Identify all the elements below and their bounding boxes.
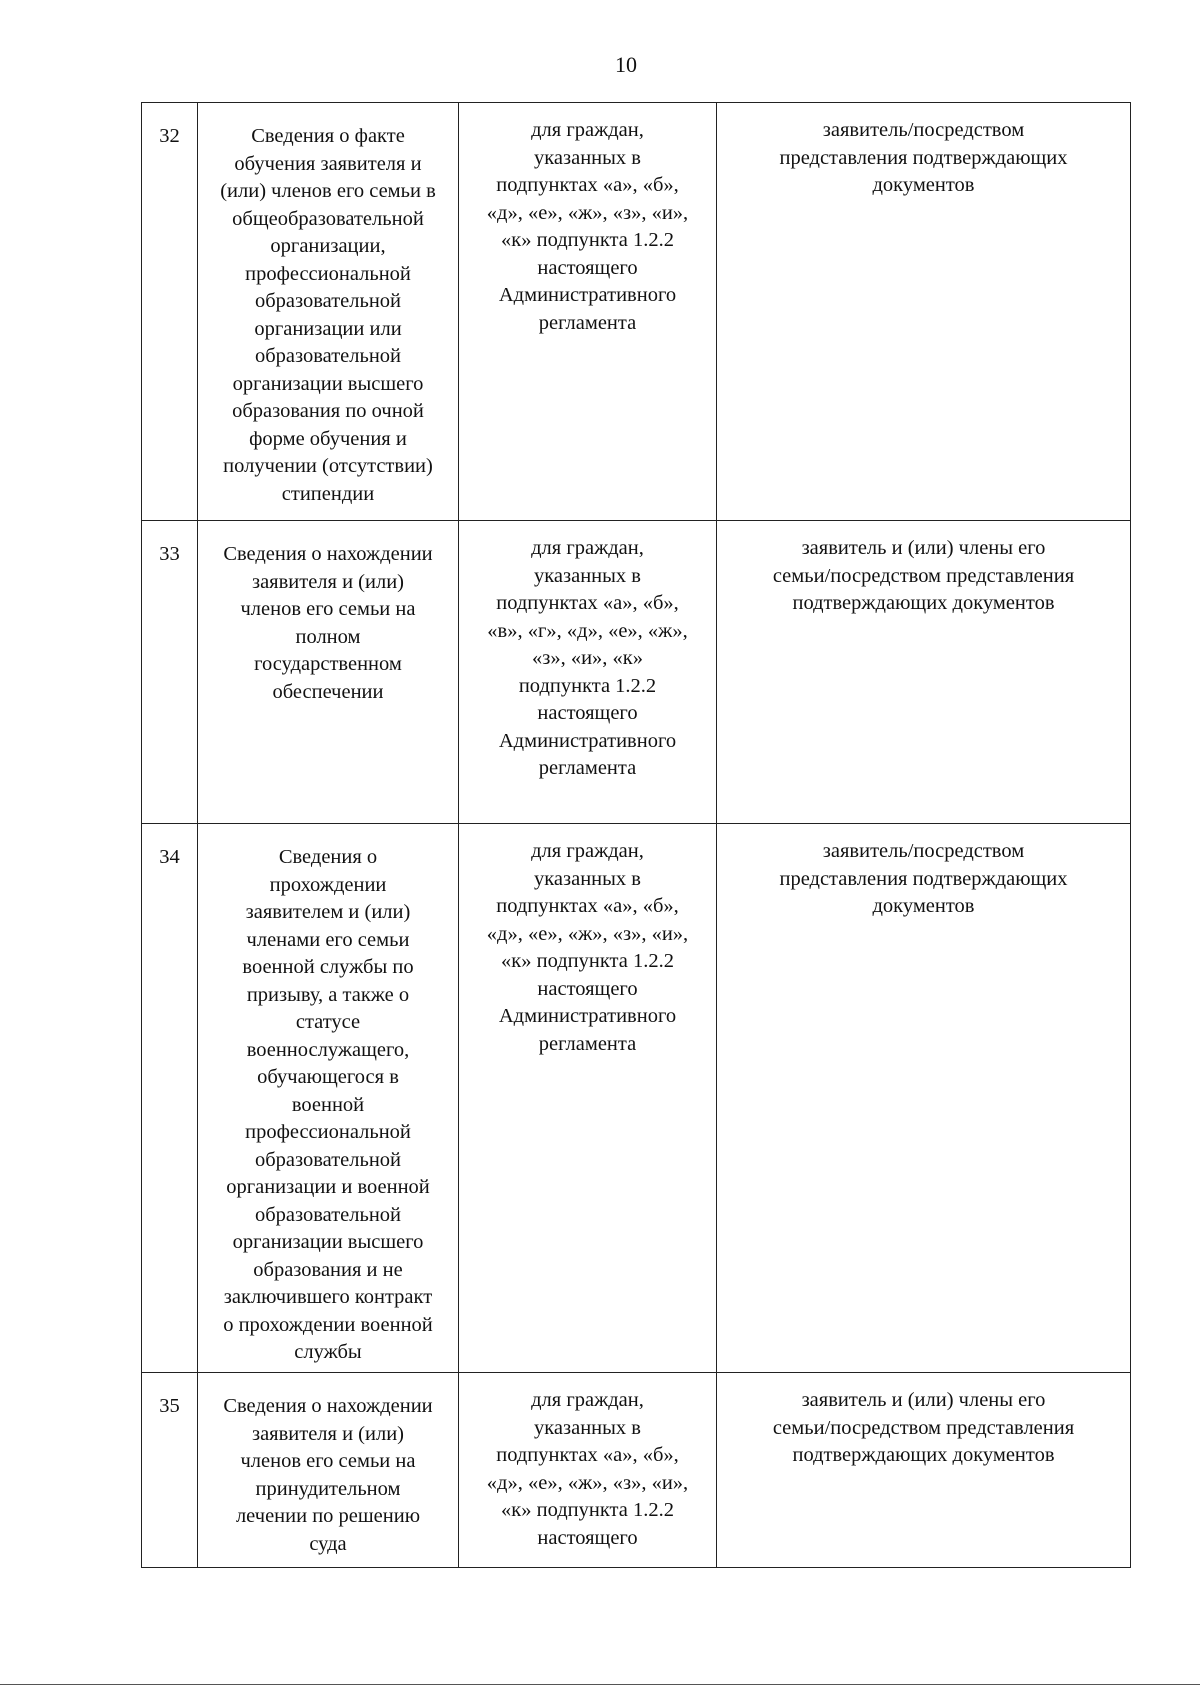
applicability-cell — [459, 103, 717, 521]
source-text: заявитель и (или) члены его семьи/посредством представления подтверждающих документов — [772, 537, 1075, 614]
page-number: 10 — [615, 52, 637, 77]
table-row — [142, 1373, 1131, 1568]
source-cell — [717, 824, 1131, 1373]
applicability-text: для граждан, указанных в подпунктах «а», «б», «д», «е», «ж», «з», «и», «к» подпункта 1.2.2 настоящего Административного регламента — [486, 119, 689, 334]
info-name: Сведения о факте обучения заявителя и (или) членов его семьи в общеобразовательной организации, профессиональной образовательной организации или образовательной организации высшего образования по очной форме обучения и получении (отсутствии) стипендии — [220, 125, 436, 505]
info-name: Сведения о нахождении заявителя и (или) членов его семьи на полном государственном обеспечении — [223, 543, 433, 703]
source-cell — [717, 103, 1131, 521]
row-number-cell — [142, 824, 198, 1373]
source-text: заявитель/посредством представления подтверждающих документов — [779, 119, 1068, 196]
info-name-cell — [198, 824, 459, 1373]
info-name-cell — [198, 521, 459, 824]
row-number: 35 — [159, 1395, 180, 1417]
row-number-cell — [142, 103, 198, 521]
info-name-cell — [198, 103, 459, 521]
applicability-text: для граждан, указанных в подпунктах «а», «б», «д», «е», «ж», «з», «и», «к» подпункта 1.2.2 настоящего Административного регламента — [486, 840, 689, 1055]
row-number-cell — [142, 521, 198, 824]
row-number: 33 — [159, 543, 180, 565]
row-number: 32 — [159, 125, 180, 147]
applicability-cell — [459, 824, 717, 1373]
row-number: 34 — [159, 846, 180, 868]
source-text: заявитель/посредством представления подтверждающих документов — [779, 840, 1068, 917]
info-name: Сведения о нахождении заявителя и (или) членов его семьи на принудительном лечении по решению суда — [223, 1395, 433, 1555]
documents-table — [141, 102, 1131, 1568]
source-text: заявитель и (или) члены его семьи/посредством представления подтверждающих документов — [772, 1389, 1075, 1466]
info-name-cell — [198, 1373, 459, 1568]
applicability-cell — [459, 1373, 717, 1568]
page-bottom-rule — [0, 1684, 1200, 1685]
table-row — [142, 824, 1131, 1373]
applicability-text: для граждан, указанных в подпунктах «а», «б», «д», «е», «ж», «з», «и», «к» подпункта 1.2.2 настоящего — [486, 1389, 689, 1549]
table-row — [142, 103, 1131, 521]
source-cell — [717, 1373, 1131, 1568]
row-number-cell — [142, 1373, 198, 1568]
applicability-text: для граждан, указанных в подпунктах «а», «б», «в», «г», «д», «е», «ж», «з», «и», «к» подпункта 1.2.2 настоящего Административного регламента — [487, 537, 688, 779]
table-row — [142, 521, 1131, 824]
source-cell — [717, 521, 1131, 824]
applicability-cell — [459, 521, 717, 824]
info-name: Сведения о прохождении заявителем и (или) членами его семьи военной службы по призыву, а также о статусе военнослужащего, обучающегося в военной профессиональной образовательной организации и военной образовательной организации высшего образования и не заключившего контракт о прохождении военной службы — [223, 846, 433, 1363]
